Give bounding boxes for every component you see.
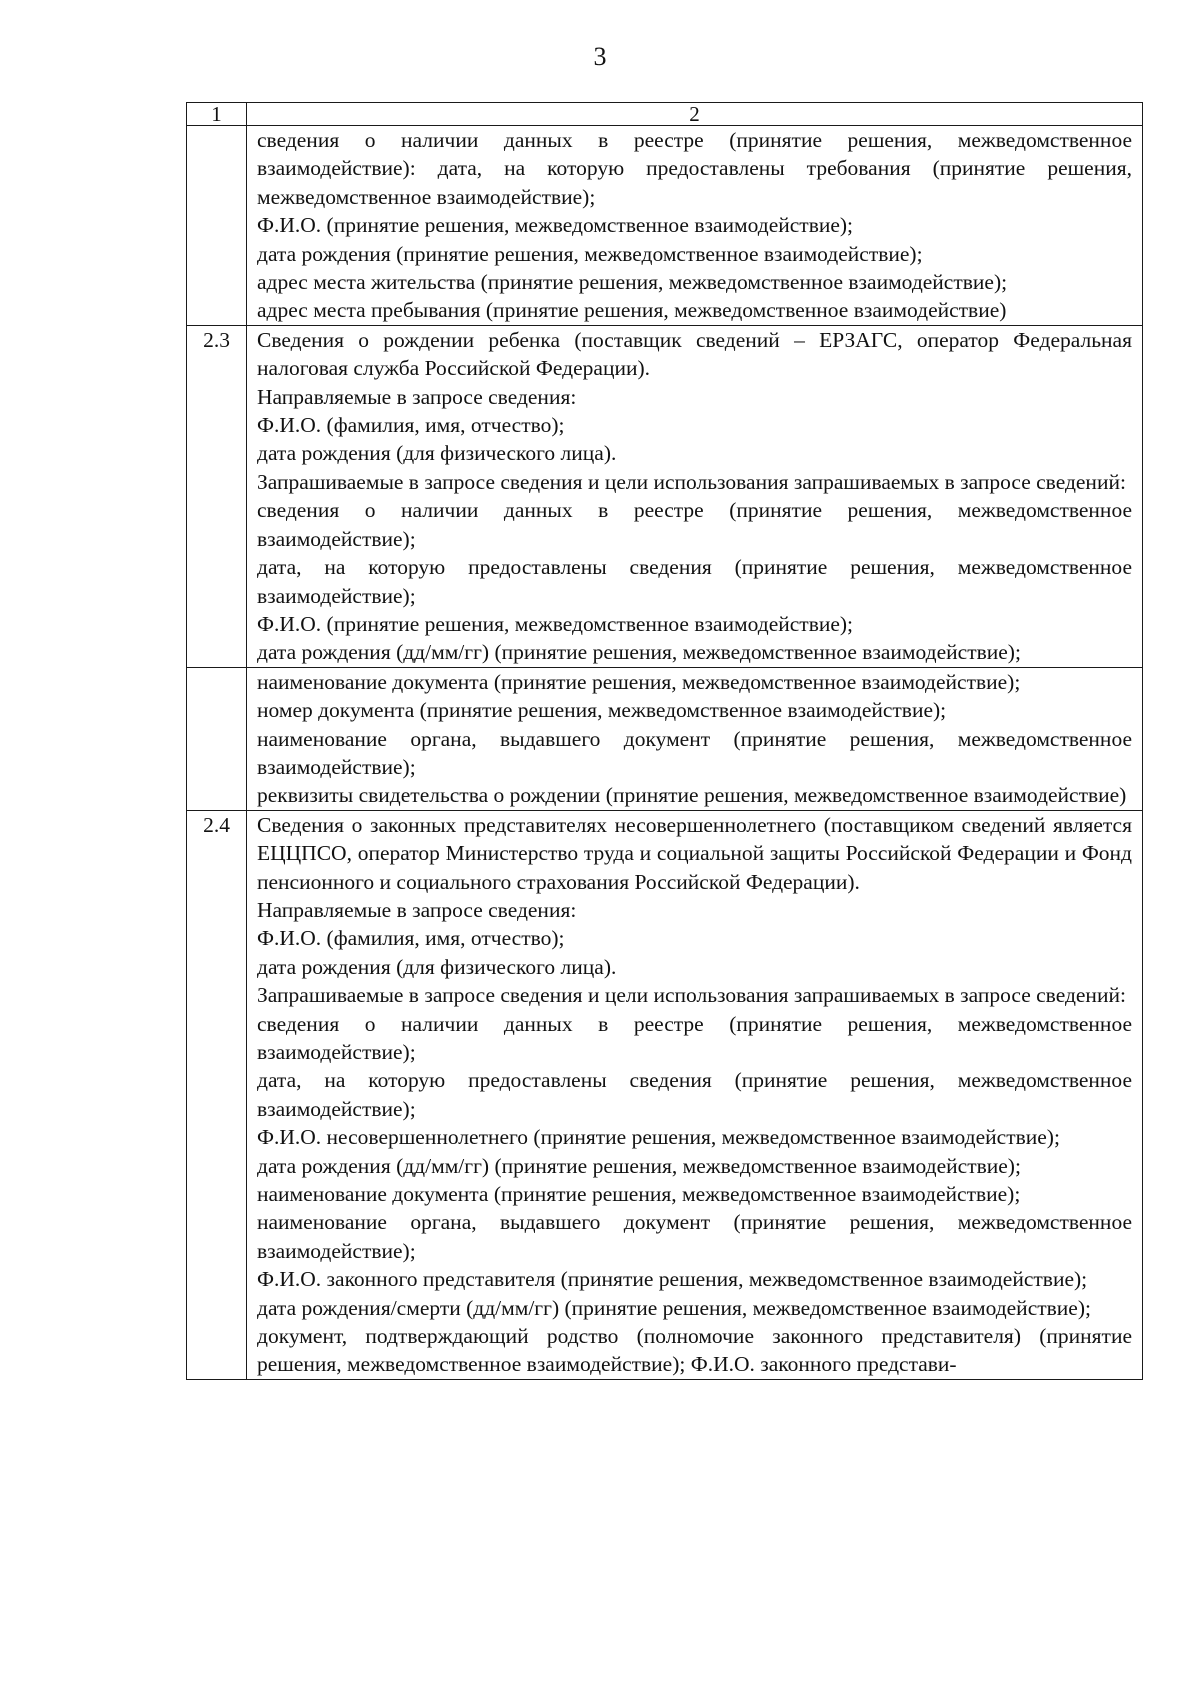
content-line: сведения о наличии данных в реестре (принятие решения, межведомственное взаимодействие); — [257, 498, 1132, 551]
content-line: документ, подтверждающий родство (полномочие законного представителя) (принятие решения, межведомственное взаимодействие); Ф.И.О. законного представи- — [257, 1324, 1132, 1377]
content-line: дата рождения (дд/мм/гг) (принятие решения, межведомственное взаимодействие); — [257, 1153, 1021, 1178]
content-line: Ф.И.О. (фамилия, имя, отчество); — [257, 926, 565, 951]
content-line: наименование документа (принятие решения, межведомственное взаимодействие); — [257, 669, 1021, 694]
content-line: номер документа (принятие решения, межведомственное взаимодействие); — [257, 698, 947, 723]
content-line: дата рождения (дд/мм/гг) (принятие решения, межведомственное взаимодействие); — [257, 640, 1021, 665]
row-number — [187, 126, 247, 326]
page-number: 3 — [593, 42, 607, 71]
row-number: 2.3 — [187, 325, 247, 667]
content-line: Сведения о законных представителях несовершеннолетнего (поставщиком сведений является ЕЦЦПСО, оператор Министерство труда и социальной защиты Российской Федерации и Фонд пенсионного и социального страхования Российской Федерации). — [257, 812, 1132, 894]
content-line: сведения о наличии данных в реестре (принятие решения, межведомственное взаимодействие); — [257, 1011, 1132, 1064]
table-row — [187, 126, 1143, 326]
content-line: Запрашиваемые в запросе сведения и цели использования запрашиваемых в запросе сведений: — [257, 983, 1126, 1008]
column-header-2: 2 — [247, 103, 1143, 126]
table-header-row — [187, 103, 1143, 126]
content-line: Направляемые в запросе сведения: — [257, 384, 577, 409]
content-line: наименование органа, выдавшего документ (принятие решения, межведомственное взаимодействие); — [257, 726, 1132, 779]
content-line: адрес места пребывания (принятие решения, межведомственное взаимодействие) — [257, 298, 1007, 323]
content-line: дата рождения (для физического лица). — [257, 441, 617, 466]
row-content — [247, 126, 1143, 326]
content-line: дата рождения (принятие решения, межведомственное взаимодействие); — [257, 241, 923, 266]
content-line: дата, на которую предоставлены сведения (принятие решения, межведомственное взаимодействие); — [257, 555, 1132, 608]
row-number: 2.4 — [187, 810, 247, 1379]
content-line: дата, на которую предоставлены сведения (принятие решения, межведомственное взаимодействие); — [257, 1068, 1132, 1121]
table-row — [187, 810, 1143, 1379]
row-number — [187, 667, 247, 810]
content-line: Направляемые в запросе сведения: — [257, 897, 577, 922]
table-row — [187, 667, 1143, 810]
row-content — [247, 810, 1143, 1379]
content-line: реквизиты свидетельства о рождении (принятие решения, межведомственное взаимодействие) — [257, 783, 1127, 808]
content-line: сведения о наличии данных в реестре (принятие решения, межведомственное взаимодействие): дата, на которую предоставлены требования (принятие решения, межведомственное взаимодействие); — [257, 128, 1132, 209]
row-content — [247, 325, 1143, 667]
content-line: наименование органа, выдавшего документ (принятие решения, межведомственное взаимодействие); — [257, 1210, 1132, 1263]
table-row — [187, 325, 1143, 667]
content-line: наименование документа (принятие решения, межведомственное взаимодействие); — [257, 1182, 1021, 1207]
data-table — [186, 102, 1143, 1380]
content-line: адрес места жительства (принятие решения, межведомственное взаимодействие); — [257, 270, 1008, 295]
content-line: Ф.И.О. (принятие решения, межведомственное взаимодействие); — [257, 213, 854, 238]
content-line: Ф.И.О. (принятие решения, межведомственное взаимодействие); — [257, 611, 854, 636]
content-line: Сведения о рождении ребенка (поставщик сведений – ЕРЗАГС, оператор Федеральная налоговая служба Российской Федерации). — [257, 327, 1132, 381]
content-line: Ф.И.О. несовершеннолетнего (принятие решения, межведомственное взаимодействие); — [257, 1125, 1060, 1150]
content-line: Ф.И.О. законного представителя (принятие решения, межведомственное взаимодействие); — [257, 1267, 1088, 1292]
content-line: Запрашиваемые в запросе сведения и цели использования запрашиваемых в запросе сведений: — [257, 469, 1126, 494]
column-header-1: 1 — [187, 103, 247, 126]
content-line: дата рождения (для физического лица). — [257, 954, 617, 979]
row-content — [247, 667, 1143, 810]
content-line: Ф.И.О. (фамилия, имя, отчество); — [257, 413, 565, 438]
content-line: дата рождения/смерти (дд/мм/гг) (принятие решения, межведомственное взаимодействие); — [257, 1295, 1091, 1320]
